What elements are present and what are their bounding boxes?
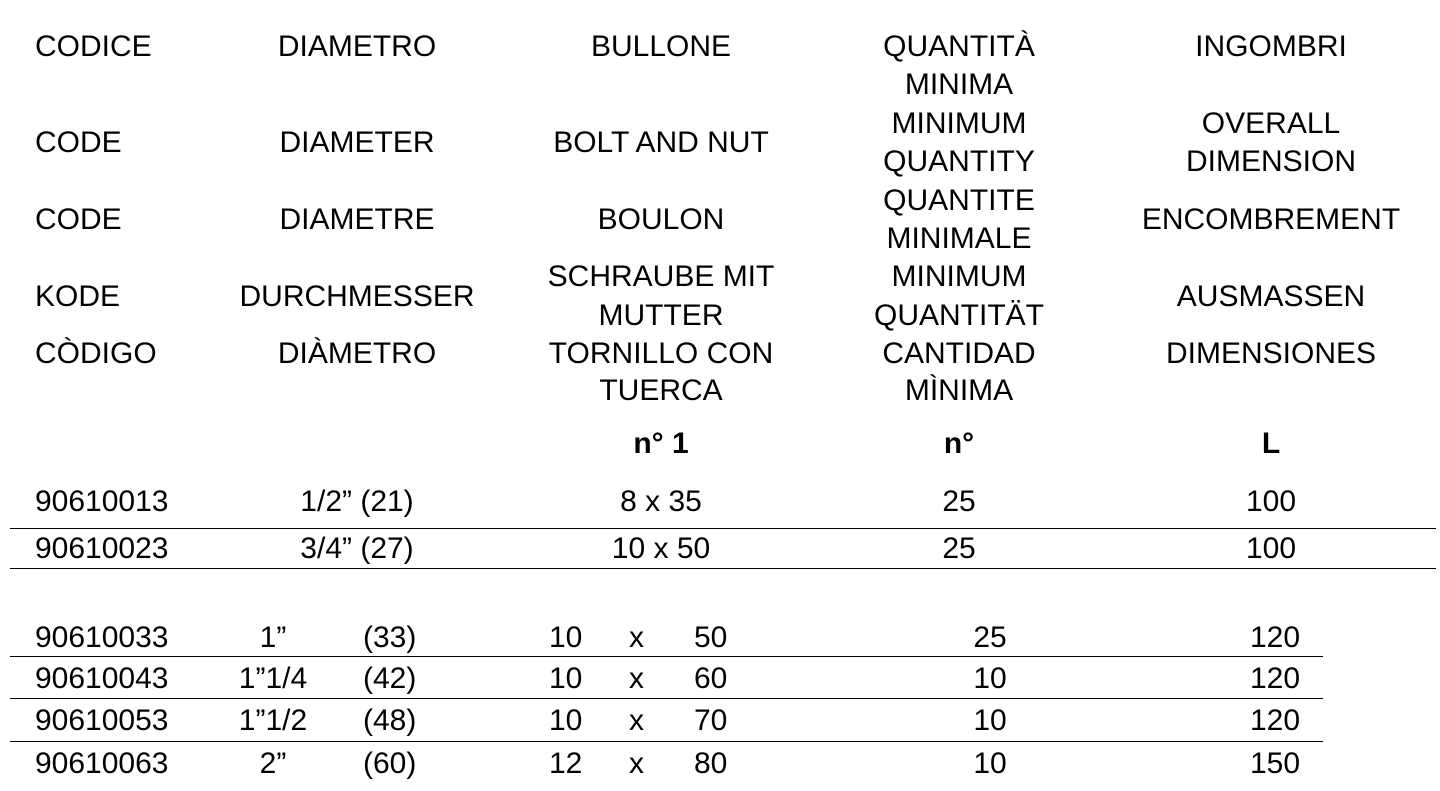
header-quantity-de-2: QUANTITÄT [874,299,1044,332]
cell-diameter: 1/2” (21) [300,485,414,518]
header-diameter-it: DIAMETRO [277,30,437,63]
cell-length: 150 [1249,747,1301,780]
cell-length: 120 [1249,662,1301,695]
cell-bolt-x: x [629,621,644,654]
header-quantity-es-2: MÌNIMA [904,374,1014,407]
cell-length: 120 [1249,621,1301,654]
cell-code: 90610013 [35,485,169,518]
cell-diameter-mm: (48) [363,704,417,737]
header-quantity-es-1: CANTIDAD [882,337,1036,370]
group-divider [10,568,1436,569]
cell-bolt-x: x [629,747,644,780]
header-code-es: CÒDIGO [35,337,157,370]
unit-bolt: n° 1 [633,427,689,460]
header-bolt-fr: BOULON [597,203,725,236]
cell-bolt-diameter: 10 [549,621,583,654]
cell-code: 90610043 [35,662,169,695]
cell-bolt-length: 60 [694,662,728,695]
header-quantity-fr-2: MINIMALE [886,222,1032,255]
header-bolt-it: BULLONE [590,30,732,63]
cell-quantity: 10 [973,662,1007,695]
cell-code: 90610033 [35,621,169,654]
cell-quantity: 25 [942,532,976,565]
cell-bolt-length: 80 [694,747,728,780]
cell-bolt-x: x [629,662,644,695]
row-divider [10,528,1436,529]
header-code-it: CODICE [35,30,152,63]
cell-bolt: 8 x 35 [620,485,702,518]
header-bolt-de-2: MUTTER [598,299,724,332]
header-bolt-en: BOLT AND NUT [553,126,769,159]
header-quantity-it-1: QUANTITÀ [883,30,1035,63]
header-quantity-de-1: MINIMUM [891,260,1027,293]
cell-diameter: 3/4” (27) [300,532,414,565]
header-quantity-en-1: MINIMUM [891,107,1027,140]
header-diameter-de: DURCHMESSER [239,280,475,313]
cell-code: 90610063 [35,747,169,780]
header-bolt-es-1: TORNILLO CON [548,337,774,370]
header-dimension-es: DIMENSIONES [1165,337,1377,370]
cell-length: 120 [1249,704,1301,737]
cell-diameter-inch: 1”1/4 [238,662,308,695]
cell-bolt-x: x [629,704,644,737]
header-code-en: CODE [35,126,122,159]
cell-bolt-diameter: 10 [549,704,583,737]
header-dimension-en-2: DIMENSION [1185,145,1356,178]
cell-quantity: 10 [973,704,1007,737]
cell-bolt-length: 50 [694,621,728,654]
unit-quantity: n° [943,427,975,460]
cell-diameter-mm: (33) [363,621,417,654]
header-bolt-de-1: SCHRAUBE MIT [547,260,775,293]
header-quantity-it-2: MINIMA [904,68,1014,101]
header-quantity-fr-1: QUANTITE [883,184,1035,217]
header-code-fr: CODE [35,203,122,236]
cell-diameter-inch: 1”1/2 [238,704,308,737]
row-divider [10,698,1323,699]
unit-dimension: L [1261,427,1281,460]
header-dimension-en-1: OVERALL [1201,107,1341,140]
cell-quantity: 25 [973,621,1007,654]
cell-diameter-mm: (42) [363,662,417,695]
header-diameter-en: DIAMETER [279,126,435,159]
cell-quantity: 10 [973,747,1007,780]
cell-length: 100 [1245,485,1297,518]
header-dimension-de: AUSMASSEN [1176,280,1366,313]
row-divider [10,656,1323,657]
cell-code: 90610053 [35,704,169,737]
row-divider [10,741,1323,742]
header-code-de: KODE [35,280,121,313]
cell-bolt: 10 x 50 [611,532,711,565]
header-diameter-es: DIÀMETRO [277,337,437,370]
cell-quantity: 25 [942,485,976,518]
cell-bolt-length: 70 [694,704,728,737]
header-bolt-es-2: TUERCA [599,374,723,407]
cell-code: 90610023 [35,532,169,565]
cell-diameter-inch: 1” [259,621,287,654]
header-quantity-en-2: QUANTITY [883,145,1035,178]
header-diameter-fr: DIAMETRE [279,203,435,236]
cell-diameter-mm: (60) [363,747,417,780]
header-dimension-fr: ENCOMBREMENT [1141,203,1401,236]
cell-diameter-inch: 2” [259,747,287,780]
header-dimension-it: INGOMBRI [1195,30,1347,63]
cell-length: 100 [1245,532,1297,565]
cell-bolt-diameter: 12 [549,747,583,780]
cell-bolt-diameter: 10 [549,662,583,695]
